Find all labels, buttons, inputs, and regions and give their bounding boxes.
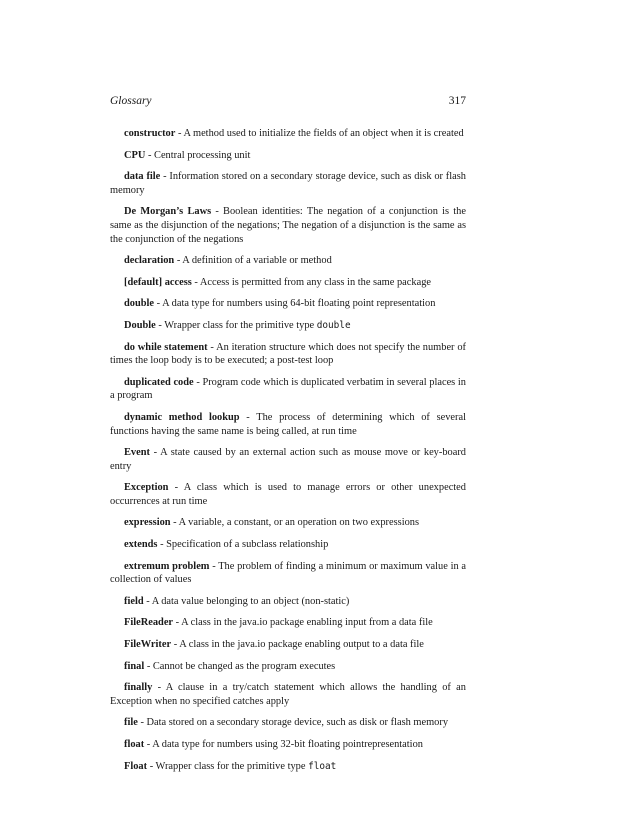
glossary-term: FileWriter <box>124 639 172 651</box>
glossary-entry <box>110 681 466 708</box>
glossary-term: dynamic method lookup <box>124 411 240 423</box>
glossary-entry <box>110 481 466 508</box>
glossary-entry <box>110 738 466 752</box>
glossary-entry <box>110 538 466 552</box>
glossary-entries <box>110 127 466 773</box>
glossary-definition: - Access is permitted from any class in the same package <box>191 276 432 288</box>
glossary-term: Exception <box>124 482 169 494</box>
glossary-definition: - A definition of a variable or method <box>174 255 332 267</box>
glossary-entry <box>110 595 466 609</box>
glossary-definition: - A class which is used to manage errors or other unexpected occurrences at run time <box>110 482 466 507</box>
glossary-definition: - Cannot be changed as the program executes <box>144 660 336 672</box>
glossary-definition: - Information stored on a secondary storage device, such as disk or flash memory <box>110 171 467 196</box>
glossary-definition: - A class in the java.io package enabling output to a data file <box>171 639 424 651</box>
glossary-term: finally <box>124 682 153 694</box>
code-keyword: double <box>316 319 351 331</box>
glossary-entry <box>110 560 466 587</box>
glossary-definition: - Boolean identities: The negation of a conjunction is the same as the disjunction of the negations; The negation of a disjunction is the same as the conjunction of the negations <box>110 206 466 245</box>
glossary-entry <box>110 297 466 311</box>
glossary-entry <box>110 638 466 652</box>
glossary-entry <box>110 516 466 530</box>
glossary-entry <box>110 446 466 473</box>
glossary-entry <box>110 376 466 403</box>
glossary-entry <box>110 254 466 268</box>
code-keyword: float <box>308 760 337 772</box>
glossary-definition: - Specification of a subclass relationship <box>157 539 329 551</box>
glossary-entry <box>110 660 466 674</box>
glossary-term: data file <box>124 171 161 183</box>
glossary-entry <box>110 127 466 141</box>
glossary-term: float <box>124 739 145 750</box>
glossary-definition: - A data type for numbers using 64-bit floating point representation <box>154 298 436 310</box>
glossary-definition: - Wrapper class for the primitive type <box>147 760 309 772</box>
glossary-definition: - The problem of finding a minimum or maximum value in a collection of values <box>110 560 467 586</box>
glossary-entry <box>110 716 466 730</box>
glossary-definition: - An iteration structure which does not specify the number of times the loop body is to be executed; a post-test loop <box>110 341 466 367</box>
glossary-entry <box>110 616 466 630</box>
glossary-definition: - Wrapper class for the primitive type <box>155 319 317 331</box>
glossary-term: FileReader <box>124 617 174 629</box>
glossary-term: extends <box>124 539 158 551</box>
glossary-entry <box>110 760 466 774</box>
glossary-term: Event <box>124 447 150 459</box>
glossary-term: duplicated code <box>124 376 194 388</box>
glossary-definition: - A method used to initialize the fields of an object when it is created <box>175 128 464 139</box>
glossary-definition: - A data value belonging to an object (non-static) <box>143 595 350 607</box>
page-number: 317 <box>448 95 466 107</box>
glossary-entry <box>110 319 466 333</box>
glossary-term: expression <box>124 517 171 529</box>
glossary-term: do while statement <box>124 341 208 353</box>
glossary-entry <box>110 341 466 368</box>
glossary-definition: - A data type for numbers using 32-bit floating pointrepresentation <box>144 739 423 750</box>
glossary-definition: - Central processing unit <box>145 149 251 161</box>
glossary-definition: - A clause in a try/catch statement which allows the handling of an Exception when no specified catches apply <box>110 682 466 707</box>
glossary-term: extremum problem <box>124 560 210 572</box>
glossary-page <box>110 95 466 781</box>
glossary-entry <box>110 411 466 438</box>
glossary-definition: - A variable, a constant, or an operation on two expressions <box>170 517 420 529</box>
glossary-definition: - Data stored on a secondary storage device, such as disk or flash memory <box>137 717 449 729</box>
glossary-term: constructor <box>124 128 176 139</box>
glossary-entry <box>110 276 466 290</box>
section-title: Glossary <box>110 95 152 107</box>
glossary-term: field <box>124 595 144 607</box>
running-head <box>110 95 466 113</box>
glossary-term: Double <box>124 319 156 331</box>
glossary-term: file <box>124 717 138 729</box>
glossary-definition: - A state caused by an external action such as mouse move or key-board entry <box>110 447 466 472</box>
glossary-term: CPU <box>124 149 146 161</box>
glossary-term: Float <box>124 760 148 772</box>
glossary-entry <box>110 205 466 246</box>
glossary-term: final <box>124 660 145 672</box>
glossary-term: declaration <box>124 255 175 267</box>
glossary-definition: - A class in the java.io package enabling input from a data file <box>173 617 433 629</box>
glossary-definition: - Program code which is duplicated verbatim in several places in a program <box>110 376 466 402</box>
glossary-definition: - The process of determining which of several functions having the same name is being called, at run time <box>110 411 466 437</box>
glossary-term: double <box>124 298 155 310</box>
glossary-entry <box>110 170 466 197</box>
glossary-term: De Morgan’s Laws <box>124 206 212 218</box>
glossary-term: [default] access <box>124 276 192 288</box>
glossary-entry <box>110 149 466 163</box>
